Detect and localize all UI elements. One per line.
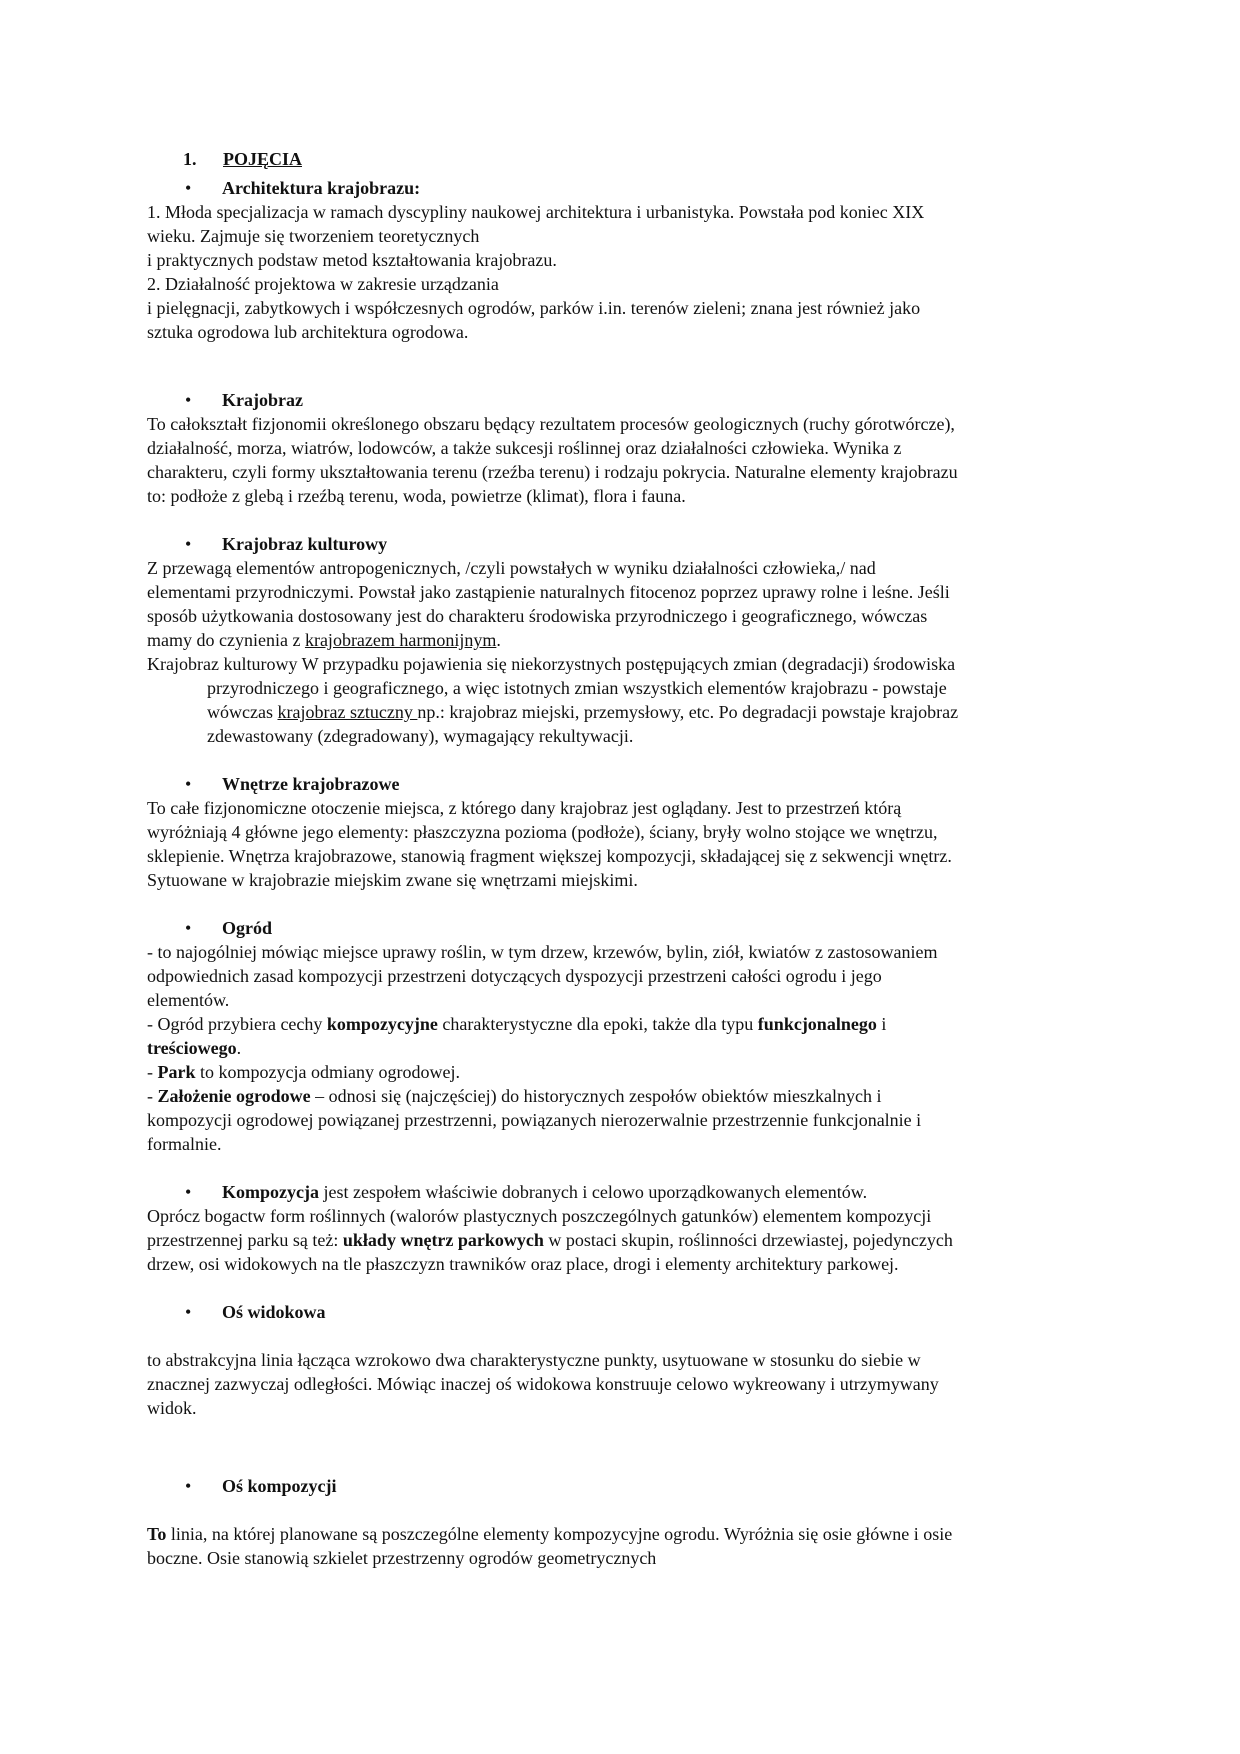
bold-term: treściowego — [147, 1038, 237, 1058]
text-span: w postaci skupin, roślinności drzewiastej, pojedynczych — [543, 1230, 953, 1250]
text-line: sklepienie. Wnętrza krajobrazowe, stanowią fragment większej kompozycji, składającej się z sekwencji wnętrz. — [147, 846, 952, 866]
text-span: to kompozycja odmiany ogrodowej. — [195, 1062, 460, 1082]
text-line: 2. Działalność projektowa w zakresie urządzania — [147, 274, 499, 294]
text-line — [147, 700, 1092, 724]
text-line: sztuka ogrodowa lub architektura ogrodowa. — [147, 322, 469, 342]
text-line: to: podłoże z glebą i rzeźbą terenu, woda, powietrze (klimat), flora i fauna. — [147, 486, 686, 506]
section-os-kompozycji — [147, 1474, 1092, 1570]
term-heading: • Ogród — [147, 916, 1092, 940]
section-wnetrze — [147, 772, 1092, 892]
heading-title: POJĘCIA — [223, 149, 303, 169]
text-line: kompozycji ogrodowej powiązanej przestrzenni, powiązanych nierozerwalnie przestrzennie funkcjonalnie i — [147, 1110, 922, 1130]
bold-term: układy wnętrz parkowych — [342, 1230, 544, 1250]
text-span: i — [876, 1014, 887, 1034]
text-span: - — [147, 1062, 158, 1082]
text-span: przestrzennej parku są też: — [147, 1230, 343, 1250]
text-span: np.: krajobraz miejski, przemysłowy, etc. Po degradacji powstaje krajobraz — [417, 702, 959, 722]
text-span: - — [147, 1086, 158, 1106]
section-os-widokowa — [147, 1300, 1092, 1420]
text-line: Sytuowane w krajobrazie miejskim zwane się wnętrzami miejskimi. — [147, 870, 638, 890]
term-heading — [147, 1180, 1092, 1204]
text-line — [147, 1228, 1092, 1252]
text-line: i praktycznych podstaw metod kształtowania krajobrazu. — [147, 250, 557, 270]
text-line: To całe fizjonomiczne otoczenie miejsca, z którego dany krajobraz jest oglądany. Jest to przestrzeń którą — [147, 798, 902, 818]
text-span: linia, na której planowane są poszczególne elementy kompozycyjne ogrodu. Wyróżnia się osie główne i osie — [166, 1524, 953, 1544]
bold-term: kompozycyjne — [326, 1014, 438, 1034]
text-line: i pielęgnacji, zabytkowych i współczesnych ogrodów, parków i.in. terenów zieleni; znana jest również jako — [147, 298, 921, 318]
text-line: odpowiednich zasad kompozycji przestrzeni dotyczących dyspozycji przestrzeni całości ogrodu i jego — [147, 966, 882, 986]
text-line: sposób użytkowania dostosowany jest do charakteru środowiska przyrodniczego i geograficznego, wówczas — [147, 606, 928, 626]
text-span: - Ogród przybiera cechy — [147, 1014, 327, 1034]
text-line: Z przewagą elementów antropogenicznych, /czyli powstałych w wyniku działalności człowieka,/ nad — [147, 558, 876, 578]
text-line: wyróżniają 4 główne jego elementy: płaszczyzna pozioma (podłoże), ściany, bryły wolno stojące we wnętrzu, — [147, 822, 938, 842]
text-span: wówczas — [207, 702, 278, 722]
text-line: zdewastowany (zdegradowany), wymagający rekultywacji. — [207, 726, 634, 746]
text-line: - to najogólniej mówiąc miejsce uprawy roślin, w tym drzew, krzewów, bylin, ziół, kwiatów z zastosowaniem — [147, 942, 938, 962]
underlined-term: krajobrazem harmonijnym — [304, 630, 497, 650]
text-line: drzew, osi widokowych na tle płaszczyzn trawników oraz place, drogi i elementy architektury parkowej. — [147, 1254, 899, 1274]
section-architektura — [147, 176, 1092, 344]
text-line: charakteru, czyli formy ukształtowania terenu (rzeźba terenu) i rodzaju pokrycia. Naturalne elementy krajobrazu — [147, 462, 958, 482]
text-line: to abstrakcyjna linia łącząca wzrokowo dwa charakterystyczne punkty, usytuowane w stosunku do siebie w — [147, 1350, 921, 1370]
text-line: 1. Młoda specjalizacja w ramach dyscypliny naukowej architektura i urbanistyka. Powstała pod koniec XIX — [147, 202, 925, 222]
text-line: elementami przyrodniczymi. Powstał jako zastąpienie naturalnych fitocenoz poprzez uprawy rolne i leśne. Jeśli — [147, 582, 950, 602]
text-line: działalność, morza, wiatrów, lodowców, a także sukcesji roślinnej oraz działalności człowieka. Wynika z — [147, 438, 902, 458]
term-heading: • Architektura krajobrazu: — [147, 176, 1092, 200]
term-heading: • Krajobraz — [147, 388, 1092, 412]
text-line — [147, 1012, 1092, 1036]
text-line: To całokształt fizjonomii określonego obszaru będący rezultatem procesów geologicznych (ruchy górotwórcze), — [147, 414, 955, 434]
term-heading: • Wnętrze krajobrazowe — [147, 772, 1092, 796]
text-span: mamy do czynienia z — [147, 630, 305, 650]
text-span: jest zespołem właściwie dobranych i celowo uporządkowanych elementów. — [318, 1182, 868, 1202]
text-line: boczne. Osie stanowią szkielet przestrzenny ogrodów geometrycznych — [147, 1548, 657, 1568]
text-line: Krajobraz kulturowy W przypadku pojawienia się niekorzystnych postępujących zmian (degradacji) środowiska — [147, 654, 956, 674]
text-line: przyrodniczego i geograficznego, a więc istotnych zmian wszystkich elementów krajobrazu - powstaje — [207, 678, 947, 698]
bold-term: Założenie ogrodowe — [157, 1086, 311, 1106]
text-line — [147, 628, 1092, 652]
text-line — [147, 1036, 1092, 1060]
text-line: Oprócz bogactw form roślinnych (walorów plastycznych poszczególnych gatunków) elementem kompozycji — [147, 1206, 932, 1226]
text-span: . — [496, 630, 501, 650]
term-heading: • Oś kompozycji — [147, 1474, 1092, 1498]
section-heading — [183, 147, 302, 171]
bold-term: Kompozycja — [222, 1182, 319, 1202]
bold-term: funkcjonalnego — [757, 1014, 877, 1034]
section-krajobraz — [147, 388, 1092, 508]
bold-term: Park — [157, 1062, 196, 1082]
section-krajobraz-kulturowy — [147, 532, 1092, 748]
bold-term: To — [147, 1524, 167, 1544]
heading-number: 1. — [183, 149, 197, 169]
underlined-term: krajobraz sztuczny — [277, 702, 418, 722]
term-heading: • Krajobraz kulturowy — [147, 532, 1092, 556]
text-line — [147, 1084, 1092, 1108]
text-line — [147, 1060, 1092, 1084]
text-line: widok. — [147, 1398, 197, 1418]
text-span: charakterystyczne dla epoki, także dla typu — [437, 1014, 758, 1034]
section-ogrod — [147, 916, 1092, 1156]
text-line: formalnie. — [147, 1134, 222, 1154]
section-kompozycja — [147, 1180, 1092, 1276]
term-heading: • Oś widokowa — [147, 1300, 1092, 1324]
text-line: wieku. Zajmuje się tworzeniem teoretycznych — [147, 226, 480, 246]
text-line — [147, 1522, 1092, 1546]
text-span: – odnosi się (najczęściej) do historycznych zespołów obiektów mieszkalnych i — [310, 1086, 882, 1106]
text-line: elementów. — [147, 990, 230, 1010]
text-line: znacznej zazwyczaj odległości. Mówiąc inaczej oś widokowa konstruuje celowo wykreowany i utrzymywany — [147, 1374, 939, 1394]
text-span: . — [236, 1038, 242, 1058]
